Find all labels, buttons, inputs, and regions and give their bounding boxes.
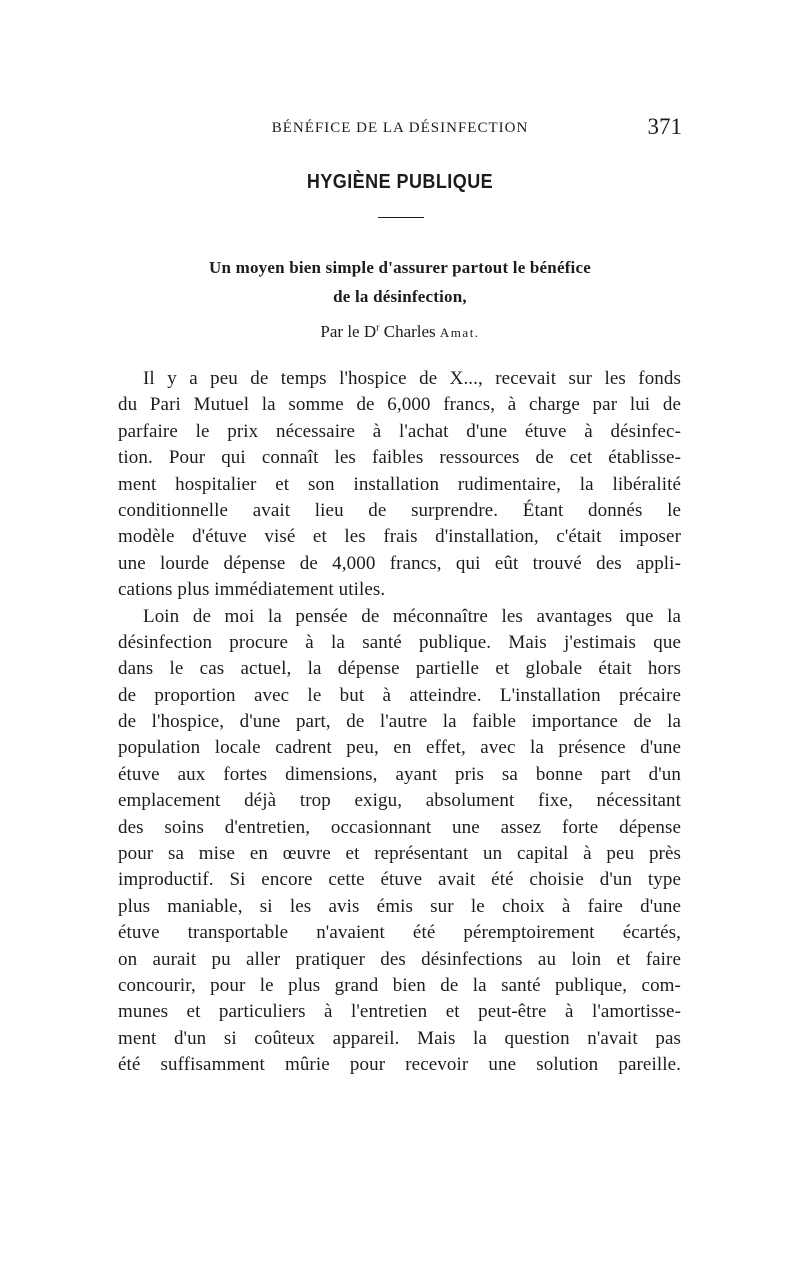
article-title [118,253,682,311]
running-title: BÉNÉFICE DE LA DÉSINFECTION [271,120,529,136]
byline-last-name: Amat. [439,325,480,340]
text-line: parfaire le prix nécessaire à l'achat d'une étuve à désinfec- [118,420,681,442]
byline-first-name: Charles [383,322,436,341]
text-line: désinfection procure à la santé publique. Mais j'estimais que [118,631,681,653]
section-title: HYGIÈNE PUBLIQUE [306,171,494,193]
text-line: été suffisamment mûrie pour recevoir une solution pareille. [118,1054,681,1076]
text-line: une lourde dépense de 4,000 francs, qui eût trouvé des appli- [118,552,681,574]
text-line: étuve transportable n'avaient été péremptoirement écartés, [118,922,681,944]
text-line: munes et particuliers à l'entretien et peut-être à l'amortisse- [118,1001,681,1023]
text-line: improductif. Si encore cette étuve avait été choisie d'un type [118,869,681,891]
page-number: 371 [647,114,682,139]
text-line: pour sa mise en œuvre et représentant un capital à peu près [118,843,681,865]
text-line: ment d'un si coûteux appareil. Mais la question n'avait pas [118,1027,681,1049]
article-title-line-2: de la désinfection, [333,287,467,306]
text-line: de l'hospice, d'une part, de l'autre la faible importance de la [118,711,681,733]
text-line: tion. Pour qui connaît les faibles ressources de cet établisse- [118,447,681,469]
article-title-line-1: Un moyen bien simple d'assurer partout le bénéfice [209,258,591,277]
text-line: conditionnelle avait lieu de surprendre. Étant donnés le [118,499,681,521]
text-line: dans le cas actuel, la dépense partielle et globale était hors [118,658,681,680]
text-line: modèle d'étuve visé et les frais d'installation, c'était imposer [118,526,681,548]
paragraph-2 [118,604,681,1079]
byline-prefix: Par le D [320,322,377,341]
text-line: Loin de moi la pensée de méconnaître les avantages que la [143,605,681,627]
text-line: Il y a peu de temps l'hospice de X..., recevait sur les fonds [143,368,681,389]
text-line: étuve aux fortes dimensions, ayant pris sa bonne part d'un [118,763,681,785]
text-line: on aurait pu aller pratiquer des désinfections au loin et faire [118,948,681,970]
text-line: de proportion avec le but à atteindre. L'installation précaire [118,684,681,706]
text-line: ment hospitalier et son installation rudimentaire, la libéralité [118,473,681,495]
paragraph-1 [118,366,681,604]
text-line: du Pari Mutuel la somme de 6,000 francs, à charge par lui de [118,394,681,416]
text-line: emplacement déjà trop exigu, absolument fixe, nécessitant [118,790,681,812]
article-body [118,366,681,1079]
text-line: plus maniable, si les avis émis sur le choix à faire d'une [118,895,681,917]
running-header [118,114,682,142]
text-line: des soins d'entretien, occasionnant une assez forte dépense [118,816,681,838]
title-divider [378,217,424,218]
text-line: concourir, pour le plus grand bien de la santé publique, com- [118,974,681,996]
text-line: population locale cadrent peu, en effet, avec la présence d'une [118,737,681,759]
byline-doctor-superscript: r [376,322,380,334]
text-line: cations plus immédiatement utiles. [118,579,386,601]
author-byline [118,322,682,342]
